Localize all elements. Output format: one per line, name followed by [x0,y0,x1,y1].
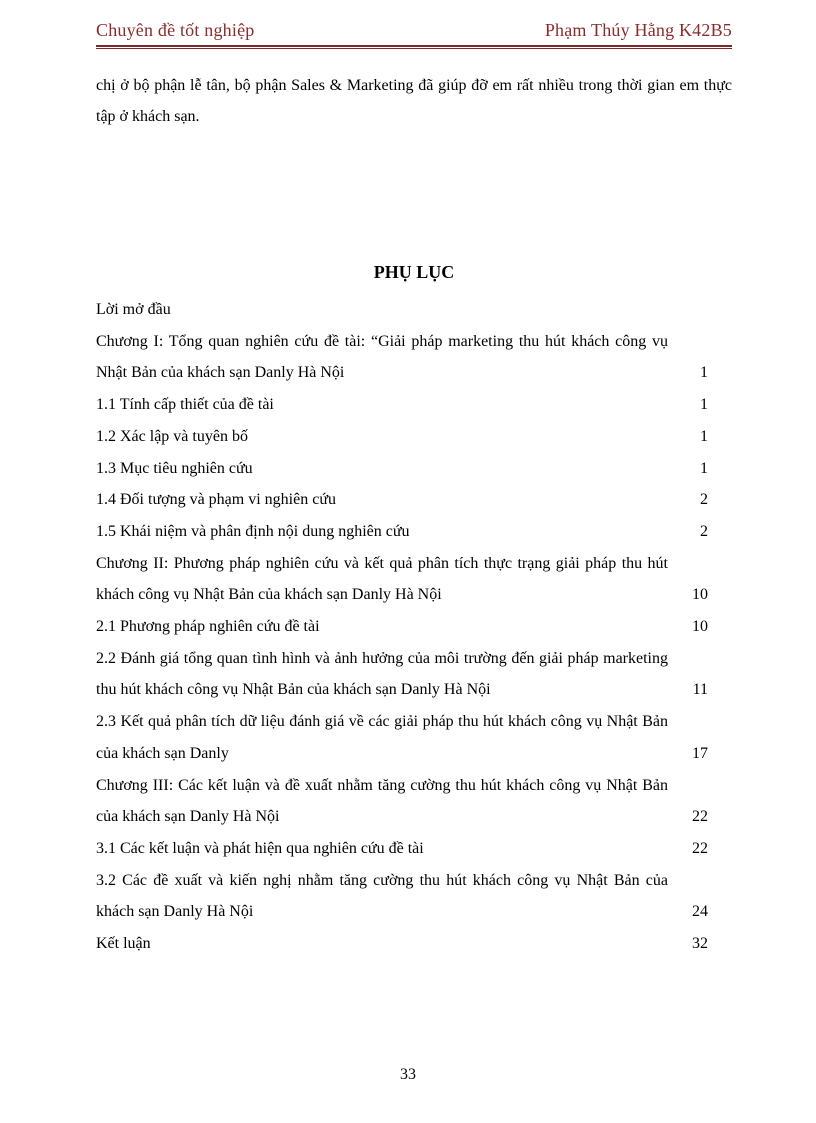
toc-entry [96,516,708,548]
toc-entry [96,294,708,326]
toc-entry-page: 1 [700,459,708,477]
toc-entry-page: 1 [700,427,708,445]
page-number: 33 [400,1066,416,1083]
toc-entry [96,611,708,643]
page-header [96,20,732,44]
toc-entry-page: 1 [700,364,708,382]
toc-entry-page: 24 [692,903,708,921]
toc-entry [96,548,708,611]
toc-entry [96,928,708,960]
toc-entry-page: 22 [692,839,708,857]
toc-entry-text: 1.5 Khái niệm và phân định nội dung nghiên cứu [96,522,410,540]
toc-entry-page: 1 [700,396,708,414]
header-rule-thin [96,48,732,49]
toc-entry-text: 3.1 Các kết luận và phát hiện qua nghiên cứu đề tài [96,839,424,857]
toc-entry-page: 10 [692,586,708,604]
toc-entry-page: 2 [700,491,708,509]
toc-entry [96,421,708,453]
toc-entry-page: 32 [692,935,708,953]
toc-entry [96,326,708,389]
toc-entry [96,833,708,865]
toc-entry-page: 22 [692,808,708,826]
table-of-contents [96,294,708,960]
toc-entry [96,865,708,928]
toc-entry-text: Lời mở đầu [96,301,171,318]
toc-entry-text: Chương II: Phương pháp nghiên cứu và kết quả phân tích thực trạng giải pháp thu hút khách công vụ Nhật Bản của khách sạn Danly Hà Nội [96,554,668,604]
toc-entry-page: 11 [692,681,708,699]
toc-entry [96,389,708,421]
toc-entry-text: 3.2 Các đề xuất và kiến nghị nhằm tăng cường thu hút khách công vụ Nhật Bản của khách sạn Danly Hà Nội [96,871,668,921]
toc-entry-text: 2.3 Kết quả phân tích dữ liệu đánh giá về các giải pháp thu hút khách công vụ Nhật Bản của khách sạn Danly [96,713,668,762]
toc-entry-page: 10 [692,618,708,636]
toc-entry [96,643,708,706]
toc-entry-text: 1.2 Xác lập và tuyên bố [96,427,248,445]
toc-entry [96,484,708,516]
toc-entry-text: Chương III: Các kết luận và đề xuất nhằm tăng cường thu hút khách công vụ Nhật Bản của khách sạn Danly Hà Nội [96,776,668,826]
toc-entry-text: 1.1 Tính cấp thiết của đề tài [96,396,274,414]
toc-entry [96,453,708,485]
toc-entry-text: 2.1 Phương pháp nghiên cứu đề tài [96,618,320,636]
toc-entry [96,770,708,833]
toc-title: PHỤ LỤC [373,262,455,282]
toc-entry-text: 1.4 Đối tượng và phạm vi nghiên cứu [96,491,336,509]
header-title: Chuyên đề tốt nghiệp [96,20,255,40]
toc-entry-text: Kết luận [96,935,151,953]
toc-entry [96,706,708,769]
header-author: Phạm Thúy Hằng K42B5 [544,20,732,40]
intro-paragraph: chị ở bộ phận lễ tân, bộ phận Sales & Marketing đã giúp đỡ em rất nhiều trong thời gian em thực tập ở khách sạn. [96,77,732,125]
toc-entry-page: 2 [700,522,708,540]
toc-entry-text: Chương I: Tổng quan nghiên cứu đề tài: “Giải pháp marketing thu hút khách công vụ Nhật Bản của khách sạn Danly Hà Nội [96,332,668,382]
toc-entry-page: 17 [692,744,708,762]
toc-entry-text: 1.3 Mục tiêu nghiên cứu [96,459,253,477]
toc-entry-text: 2.2 Đánh giá tổng quan tình hình và ảnh hưởng của môi trường đến giải pháp marketing thu hút khách công vụ Nhật Bản của khách sạn Danly Hà Nội [96,649,668,699]
header-rule [96,45,732,47]
